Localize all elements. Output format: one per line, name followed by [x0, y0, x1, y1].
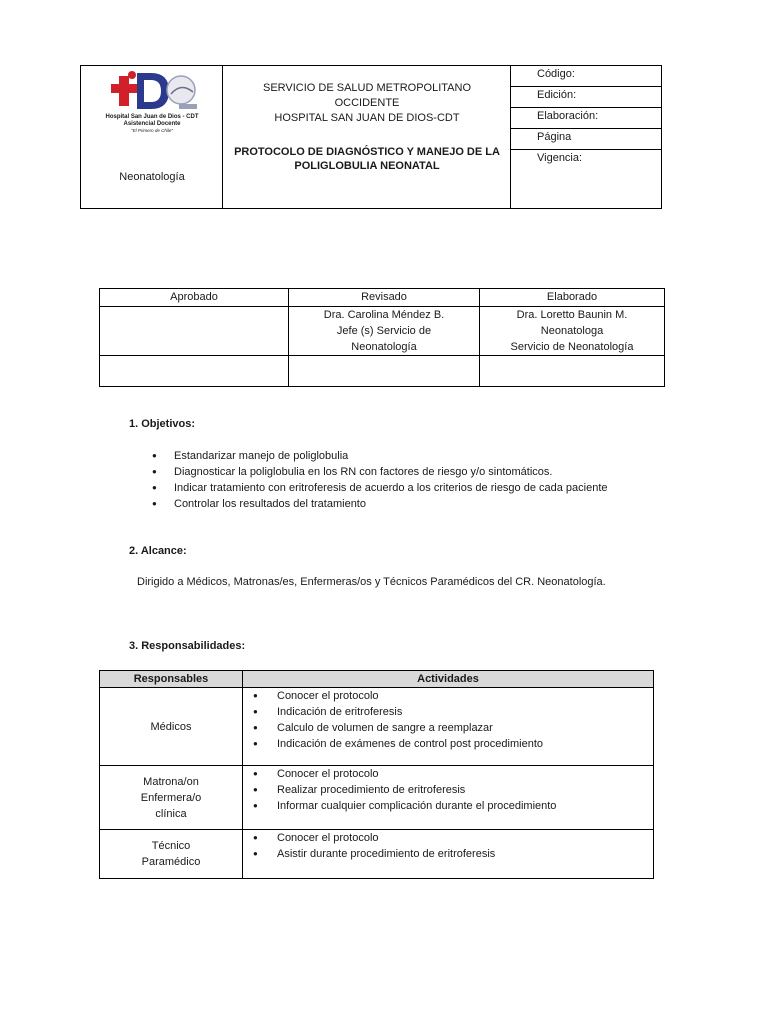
list-item: ● Diagnosticar la poliglobulia en los RN con factores de riesgo y/o sintomáticos.	[152, 464, 608, 480]
responsibilities-table	[99, 670, 654, 879]
responsable-label: Técnico	[151, 840, 191, 852]
table-row	[100, 830, 654, 879]
logo-line-2: Asistencial Docente	[123, 121, 181, 127]
section-alcance-title: 2. Alcance:	[129, 545, 187, 557]
section-objetivos-title: 1. Objetivos:	[129, 418, 196, 430]
org-line-3: HOSPITAL SAN JUAN DE DIOS-CDT	[274, 112, 460, 124]
list-item: ● Conocer el protocolo	[253, 830, 653, 846]
revisado-line: Neonatología	[351, 341, 417, 353]
header-elaborado: Elaborado	[480, 289, 665, 307]
revisado-line: Dra. Carolina Méndez B.	[323, 309, 445, 321]
list-item: ● Conocer el protocolo	[253, 766, 653, 782]
org-line-1: SERVICIO DE SALUD METROPOLITANO	[262, 82, 472, 94]
elaborado-cell	[480, 307, 665, 356]
list-item: ● Conocer el protocolo	[253, 688, 653, 704]
activities-list	[243, 830, 653, 862]
approval-table	[99, 288, 665, 387]
list-item: ● Controlar los resultados del tratamiento	[152, 496, 608, 512]
activities-cell	[243, 830, 654, 879]
list-item: ● Realizar procedimiento de eritroferesis	[253, 782, 653, 798]
alcance-text: Dirigido a Médicos, Matronas/es, Enfermeras/os y Técnicos Paramédicos del CR. Neonatología.	[137, 576, 606, 588]
activities-list	[243, 688, 653, 752]
list-item: ● Asistir durante procedimiento de eritroferesis	[253, 846, 653, 862]
aprobado-cell	[100, 307, 289, 356]
section-responsabilidades-title: 3. Responsabilidades:	[129, 640, 246, 652]
protocol-line-2: POLIGLOBULIA NEONATAL	[294, 160, 440, 172]
signature-cell	[480, 356, 665, 387]
resp-header-row	[100, 671, 654, 688]
approval-signature-row	[100, 356, 665, 387]
logo-line-1: Hospital San Juan de Dios - CDT	[105, 114, 199, 120]
objetivos-list	[152, 448, 608, 512]
logo-motto: "El Primero de Chile"	[131, 128, 173, 133]
header-responsables: Responsables	[100, 671, 243, 688]
metadata-cell	[511, 66, 661, 208]
organization-title	[223, 81, 511, 126]
list-item: ● Informar cualquier complicación durante el procedimiento	[253, 798, 653, 814]
list-item: ● Indicar tratamiento con eritroferesis de acuerdo a los criterios de riesgo de cada paciente	[152, 480, 608, 496]
approval-header-row	[100, 289, 665, 307]
responsable-cell	[100, 766, 243, 830]
field-pagina: Página	[511, 129, 661, 150]
responsable-cell	[100, 688, 243, 766]
protocol-title	[223, 145, 511, 173]
list-item: ● Estandarizar manejo de poliglobulia	[152, 448, 608, 464]
signature-cell	[289, 356, 480, 387]
document-header	[80, 65, 662, 209]
department-label: Neonatología	[119, 171, 185, 183]
revisado-line: Jefe (s) Servicio de	[336, 325, 432, 337]
responsable-label: Matrona/on	[143, 775, 199, 788]
responsable-label: Enfermera/o	[140, 791, 202, 804]
logo-caption	[81, 114, 223, 128]
table-row	[100, 766, 654, 830]
field-edicion: Edición:	[511, 87, 661, 108]
field-elaboracion: Elaboración:	[511, 108, 661, 129]
table-row	[100, 688, 654, 766]
revisado-cell	[289, 307, 480, 356]
header-revisado: Revisado	[289, 289, 480, 307]
hospital-logo-icon	[107, 70, 199, 112]
header-actividades: Actividades	[243, 671, 654, 688]
activities-list	[243, 766, 653, 814]
responsable-cell	[100, 830, 243, 879]
signature-cell	[100, 356, 289, 387]
org-line-2: OCCIDENTE	[334, 97, 400, 109]
elaborado-line: Dra. Loretto Baunin M.	[516, 309, 628, 321]
approval-signers-row	[100, 307, 665, 356]
header-aprobado: Aprobado	[100, 289, 289, 307]
title-cell	[223, 66, 511, 208]
list-item: ● Indicación de eritroferesis	[253, 704, 653, 720]
list-item: ● Calculo de volumen de sangre a reemplazar	[253, 720, 653, 736]
activities-cell	[243, 688, 654, 766]
elaborado-line: Servicio de Neonatología	[510, 341, 634, 353]
responsable-label: Paramédico	[141, 856, 201, 868]
elaborado-line: Neonatologa	[540, 325, 604, 337]
field-codigo: Código:	[511, 66, 661, 87]
logo-cell	[81, 66, 223, 208]
list-item: ● Indicación de exámenes de control post procedimiento	[253, 736, 653, 752]
field-vigencia: Vigencia:	[537, 152, 583, 164]
responsable-label: Médicos	[150, 720, 192, 733]
responsable-label: clínica	[155, 807, 187, 820]
protocol-line-1: PROTOCOLO DE DIAGNÓSTICO Y MANEJO DE LA	[234, 146, 500, 158]
activities-cell	[243, 766, 654, 830]
